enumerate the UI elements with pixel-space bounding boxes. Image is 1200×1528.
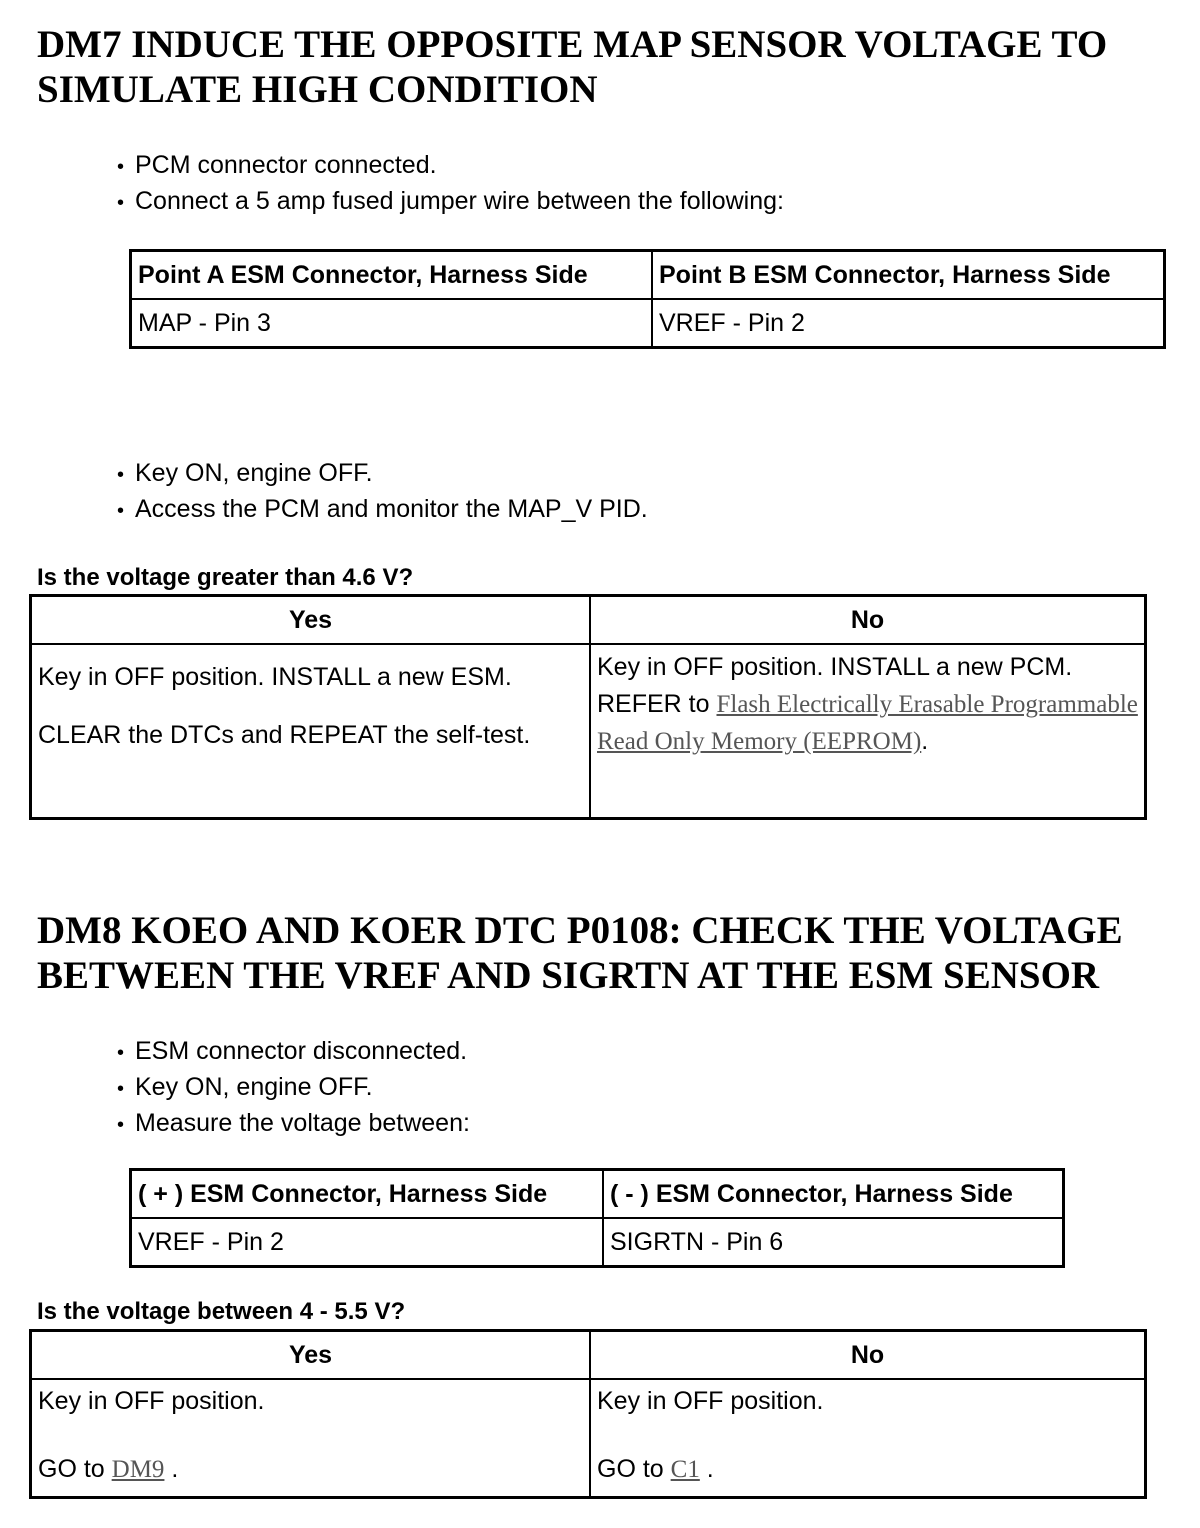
- table-row: [31, 1379, 1146, 1498]
- dm7-question: Is the voltage greater than 4.6 V?: [37, 564, 414, 591]
- no-text: REFER to Flash Electrically Erasable Programmable Read Only Memory (EEPROM).: [597, 690, 1138, 755]
- list-item: • PCM connector connected.: [117, 148, 784, 184]
- table-row: [31, 1331, 1146, 1380]
- table-row: [131, 1218, 1064, 1267]
- yes-cell: [31, 1379, 591, 1498]
- list-item: • Key ON, engine OFF.: [117, 1070, 470, 1106]
- table-cell: VREF - Pin 2: [131, 1218, 604, 1267]
- list-item: • Key ON, engine OFF.: [117, 456, 648, 492]
- table-row: [131, 299, 1165, 348]
- dm7-pin-table: [129, 249, 1166, 349]
- dm7-decision-table: [29, 594, 1147, 820]
- yes-header: Yes: [31, 1331, 591, 1380]
- no-text: Key in OFF position. INSTALL a new PCM.: [597, 653, 1073, 681]
- table-header: Point A ESM Connector, Harness Side: [131, 251, 653, 300]
- yes-text: GO to DM9 .: [38, 1455, 179, 1483]
- dm8-decision-table: [29, 1329, 1147, 1499]
- yes-cell: [31, 644, 591, 819]
- table-cell: SIGRTN - Pin 6: [603, 1218, 1064, 1267]
- dm8-title-line2: BETWEEN THE VREF AND SIGRTN AT THE ESM SENSOR: [37, 954, 1100, 997]
- list-item: • Connect a 5 amp fused jumper wire between the following:: [117, 184, 784, 220]
- table-header: ( - ) ESM Connector, Harness Side: [603, 1170, 1064, 1219]
- table-cell: MAP - Pin 3: [131, 299, 653, 348]
- table-header: ( + ) ESM Connector, Harness Side: [131, 1170, 604, 1219]
- yes-header: Yes: [31, 596, 591, 645]
- table-row: [31, 644, 1146, 819]
- dm8-title: [37, 908, 1177, 998]
- no-header: No: [590, 596, 1146, 645]
- list-item: • ESM connector disconnected.: [117, 1034, 470, 1070]
- dm7-title-line1: DM7 INDUCE THE OPPOSITE MAP SENSOR VOLTAGE TO: [37, 23, 1108, 66]
- list-item: • Access the PCM and monitor the MAP_V PID.: [117, 492, 648, 528]
- yes-text: Key in OFF position. INSTALL a new ESM.: [38, 663, 512, 691]
- list-item: • Measure the voltage between:: [117, 1106, 470, 1142]
- no-text: GO to C1 .: [597, 1455, 714, 1483]
- yes-text: CLEAR the DTCs and REPEAT the self-test.: [38, 721, 531, 749]
- no-header: No: [590, 1331, 1146, 1380]
- no-cell: [590, 1379, 1146, 1498]
- dm8-title-line1: DM8 KOEO AND KOER DTC P0108: CHECK THE VOLTAGE: [37, 909, 1123, 952]
- dm7-title-line2: SIMULATE HIGH CONDITION: [37, 68, 598, 111]
- dm8-bullets: [117, 1034, 470, 1142]
- dm7-title: [37, 22, 1177, 112]
- c1-link[interactable]: C1: [670, 1456, 700, 1483]
- no-text: Key in OFF position.: [597, 1387, 824, 1415]
- no-cell: [590, 644, 1146, 819]
- dm8-question: Is the voltage between 4 - 5.5 V?: [37, 1298, 406, 1325]
- dm7-bullets-2: [117, 456, 648, 528]
- dm8-pin-table: [129, 1168, 1065, 1268]
- table-row: [131, 1170, 1064, 1219]
- table-cell: VREF - Pin 2: [652, 299, 1165, 348]
- dm9-link[interactable]: DM9: [111, 1456, 165, 1483]
- yes-text: Key in OFF position.: [38, 1387, 265, 1415]
- table-row: [131, 251, 1165, 300]
- dm7-bullets-1: [117, 148, 784, 220]
- table-header: Point B ESM Connector, Harness Side: [652, 251, 1165, 300]
- table-row: [31, 596, 1146, 645]
- eeprom-link[interactable]: Flash Electrically Erasable Programmable Read Only Memory (EEPROM): [597, 691, 1138, 755]
